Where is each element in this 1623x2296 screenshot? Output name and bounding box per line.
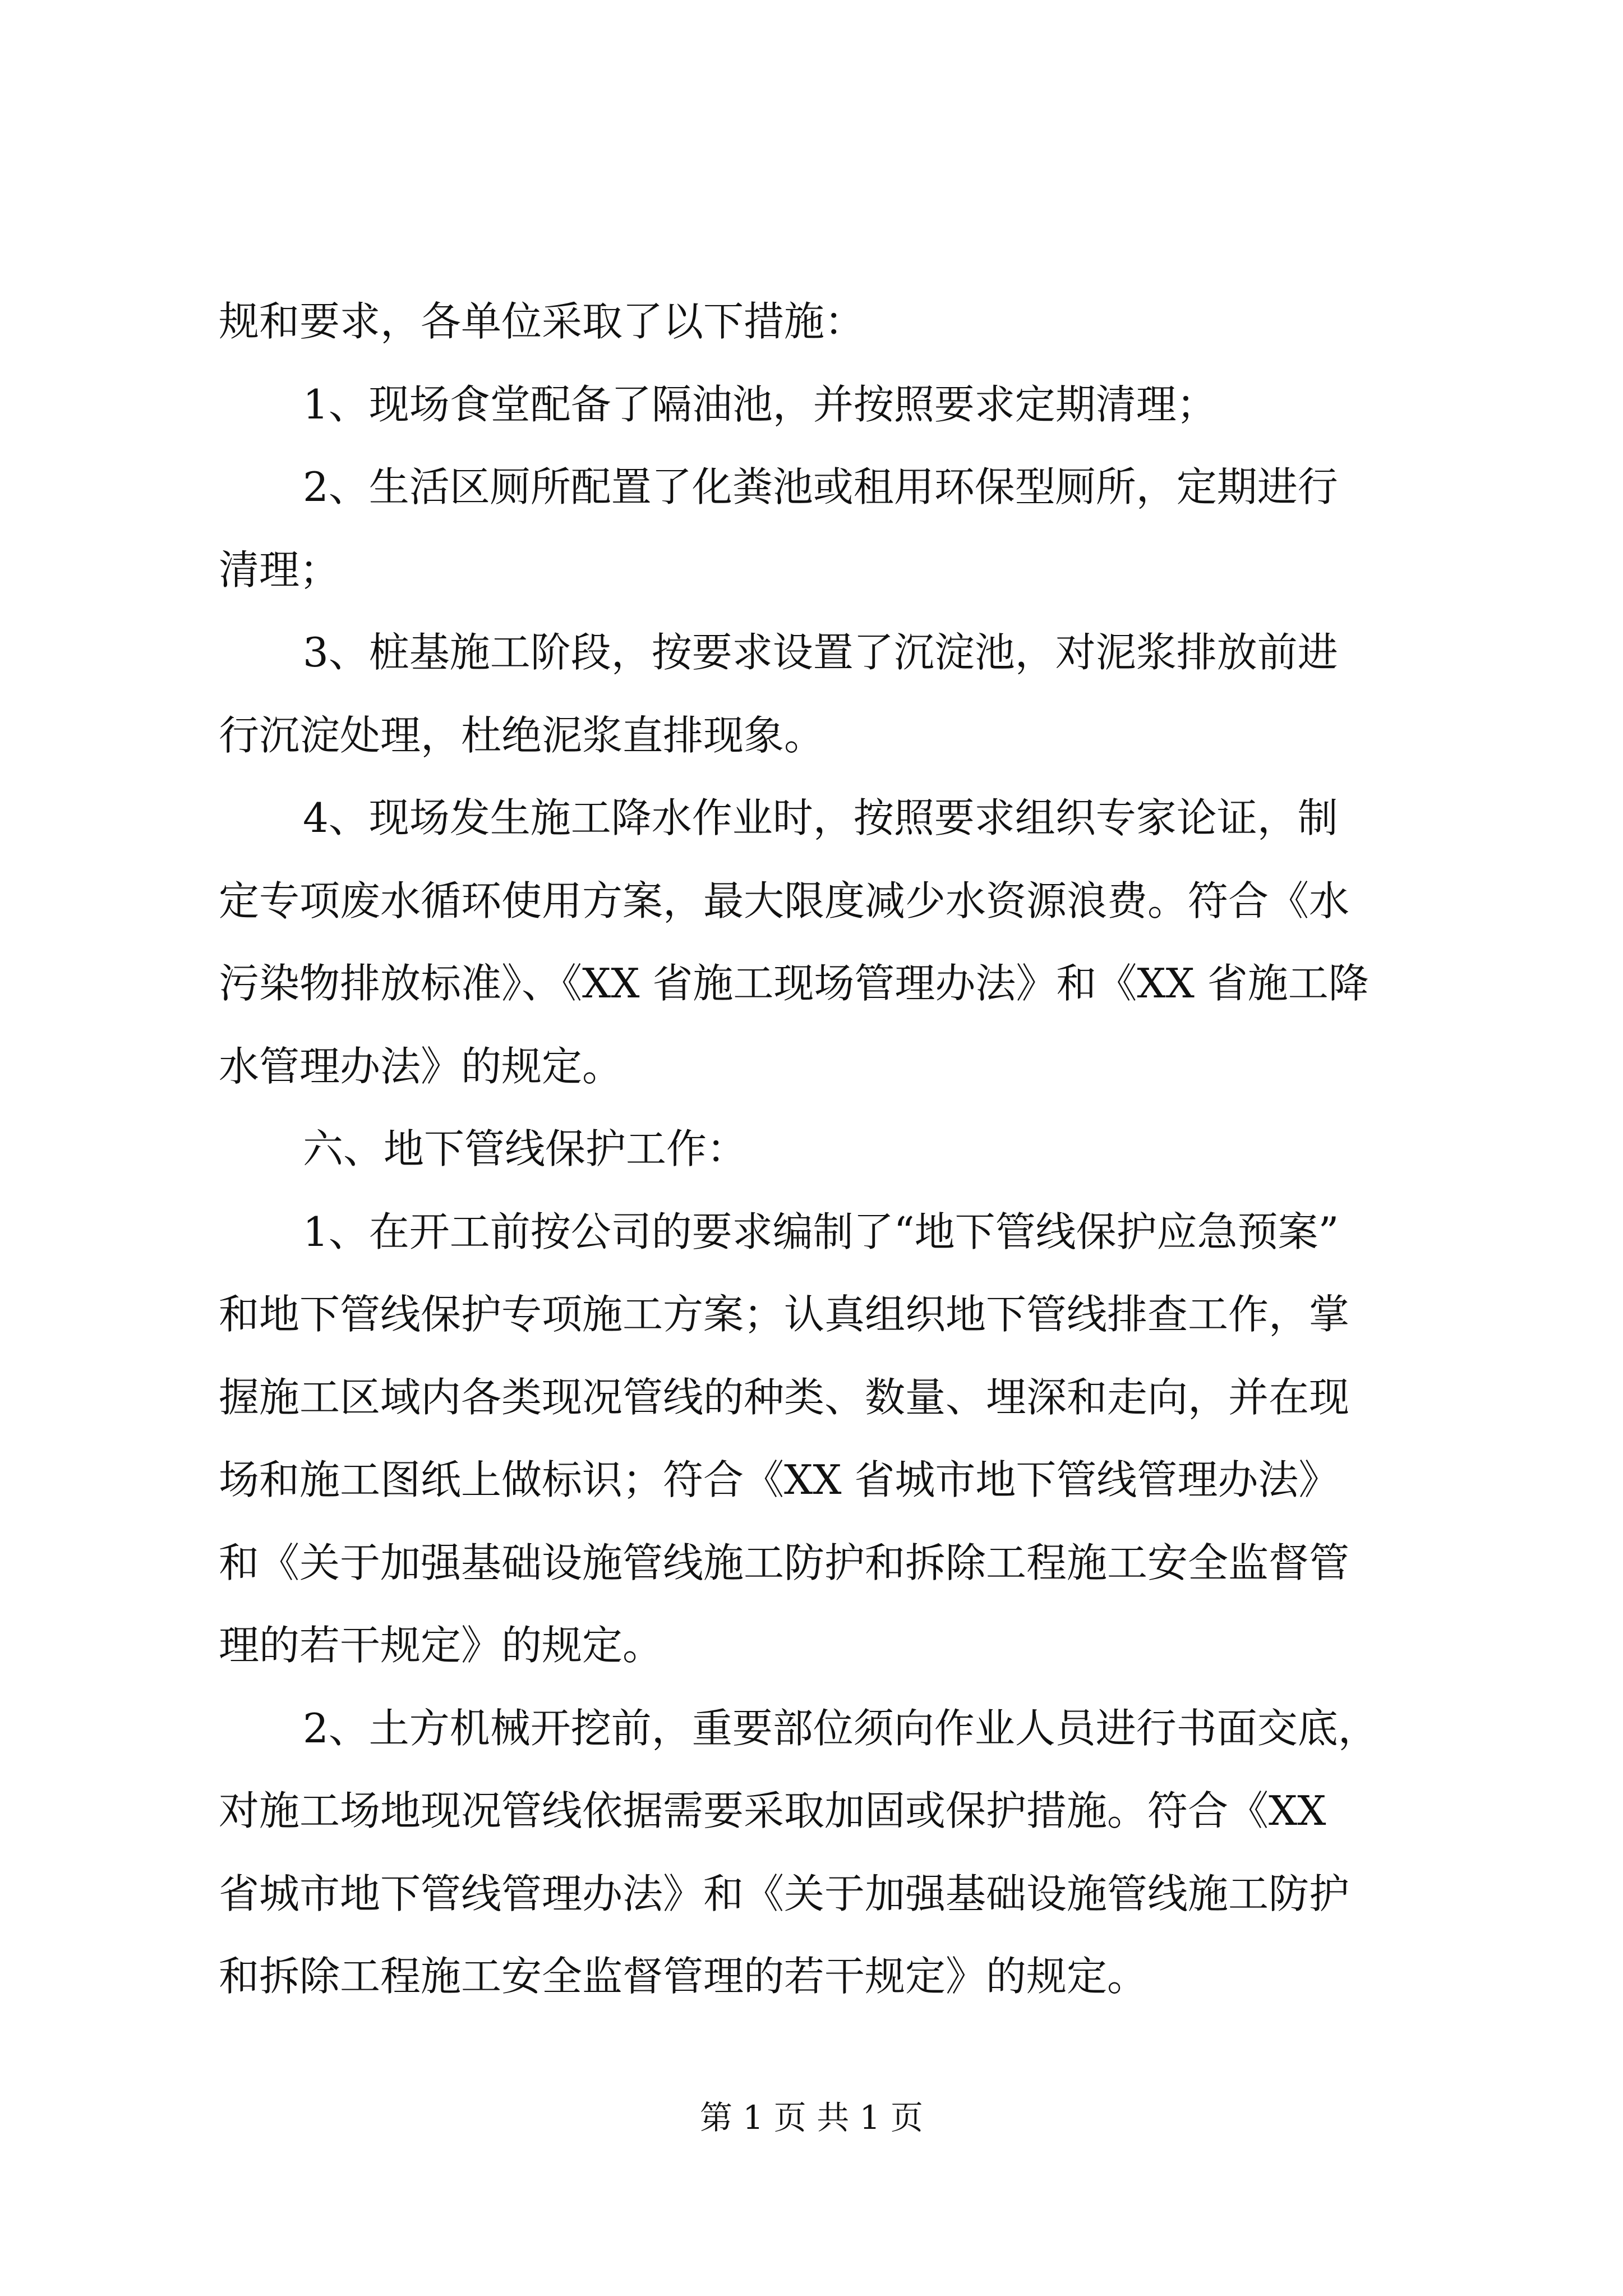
section-heading: 六、地下管线保护工作： <box>303 1125 748 1172</box>
text-line: 规和要求，各单位采取了以下措施： <box>219 298 865 345</box>
text-line: 1、在开工前按公司的要求编制了“地下管线保护应急预案” <box>303 1208 1339 1255</box>
text-line: 和拆除工程施工安全监督管理的若干规定》的规定。 <box>219 1953 1148 2000</box>
text-line: 和地下管线保护专项施工方案；认真组织地下管线排查工作，掌 <box>219 1291 1350 1338</box>
text-line: 2、生活区厕所配置了化粪池或租用环保型厕所，定期进行 <box>303 463 1338 510</box>
text-line: 清理； <box>219 546 340 593</box>
text-line: 省城市地下管线管理办法》和《关于加强基础设施管线施工防护 <box>219 1870 1350 1917</box>
text-line: 定专项废水循环使用方案，最大限度减少水资源浪费。符合《水 <box>219 877 1350 924</box>
text-line: 理的若干规定》的规定。 <box>219 1622 663 1669</box>
text-line: 对施工场地现况管线依据需要采取加固或保护措施。符合《XX <box>219 1787 1326 1834</box>
page-number-footer: 第 1 页 共 1 页 <box>700 2099 923 2137</box>
text-line: 握施工区域内各类现况管线的种类、数量、埋深和走向，并在现 <box>219 1373 1350 1421</box>
text-line: 3、桩基施工阶段，按要求设置了沉淀池，对泥浆排放前进 <box>303 629 1338 676</box>
document-body <box>219 280 1416 2018</box>
text-line: 污染物排放标准》、《XX 省施工现场管理办法》和《XX 省施工降 <box>219 960 1369 1007</box>
text-line: 和《关于加强基础设施管线施工防护和拆除工程施工安全监督管 <box>219 1539 1350 1586</box>
text-line: 4、现场发生施工降水作业时，按照要求组织专家论证，制 <box>303 794 1338 841</box>
text-line: 1、现场食堂配备了隔油池，并按照要求定期清理； <box>303 380 1217 428</box>
text-line: 水管理办法》的规定。 <box>219 1042 623 1090</box>
text-line: 2、土方机械开挖前，重要部位须向作业人员进行书面交底， <box>303 1704 1378 1752</box>
text-line: 场和施工图纸上做标识；符合《XX 省城市地下管线管理办法》 <box>219 1456 1339 1503</box>
text-line: 行沉淀处理，杜绝泥浆直排现象。 <box>219 711 825 759</box>
